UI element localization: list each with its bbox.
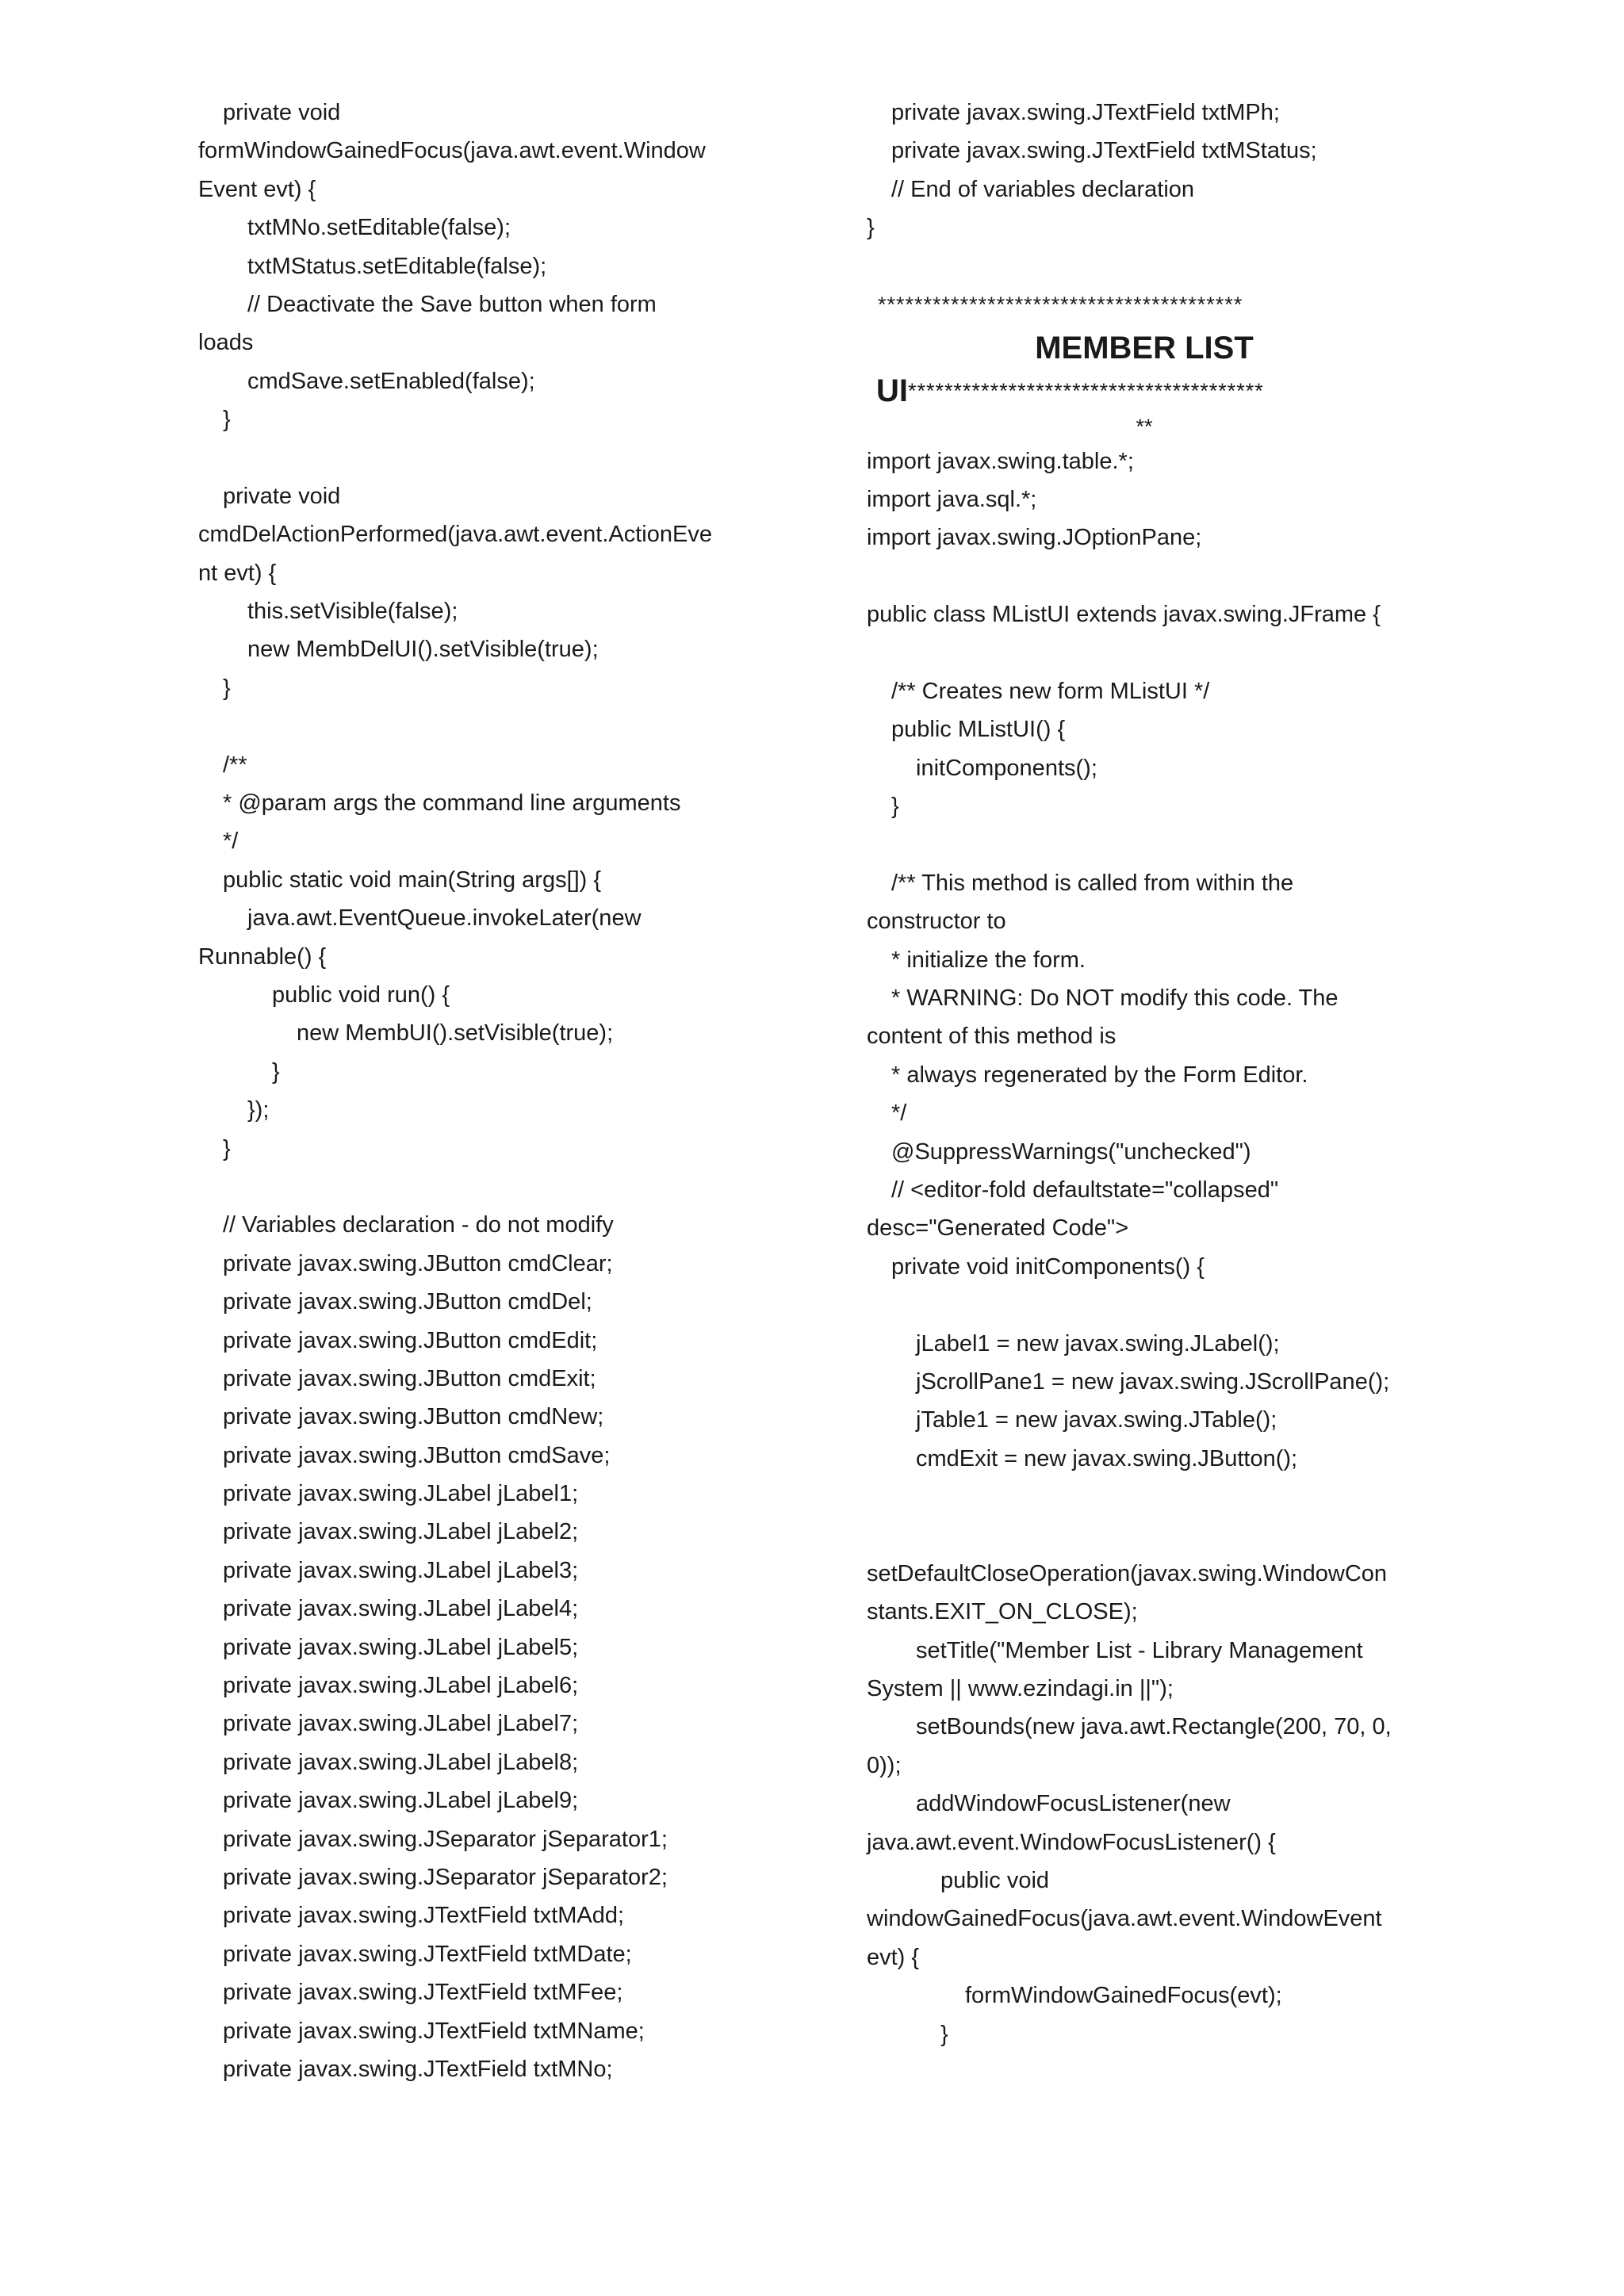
code-line: initComponents();	[916, 755, 1097, 781]
code-line: setTitle("Member List - Library Management	[916, 1637, 1363, 1663]
code-line: Runnable() {	[198, 943, 327, 970]
code-line: public class MListUI extends javax.swing.JFrame {	[867, 602, 1381, 628]
code-line: * always regenerated by the Form Editor.	[891, 1062, 1308, 1088]
code-line: setBounds(new java.awt.Rectangle(200, 70, 0,	[916, 1714, 1392, 1740]
code-line: /** This method is called from within the	[891, 870, 1294, 896]
code-line: }	[223, 1135, 231, 1161]
blank-line	[198, 707, 785, 745]
code-line: private javax.swing.JTextField txtMStatus;	[891, 138, 1317, 164]
code-line: windowGainedFocus(java.awt.event.WindowEvent	[867, 1906, 1382, 1932]
code-line: cmdDelActionPerformed(java.awt.event.ActionEve	[198, 522, 712, 548]
blank-line	[867, 825, 1454, 863]
code-line: */	[223, 828, 239, 855]
code-line: formWindowGainedFocus(evt);	[965, 1983, 1282, 2009]
code-line: private void initComponents() {	[891, 1253, 1205, 1280]
code-line: loads	[198, 330, 254, 356]
separator-stars-ui: ***************************************	[908, 378, 1264, 403]
code-line: private javax.swing.JLabel jLabel5;	[223, 1634, 579, 1660]
separator-stars: ****************************************	[878, 292, 1243, 316]
code-line: public void run() {	[272, 982, 450, 1008]
code-line: System || www.ezindagi.in ||");	[867, 1676, 1174, 1702]
code-block-mlist-ui	[867, 442, 1454, 2053]
code-line: constructor to	[867, 909, 1006, 935]
code-line: jTable1 = new javax.swing.JTable();	[916, 1407, 1277, 1433]
code-line: import javax.swing.JOptionPane;	[867, 525, 1202, 551]
right-code-column	[867, 94, 1454, 2053]
code-line: * initialize the form.	[891, 947, 1086, 973]
code-line: private javax.swing.JTextField txtMName;	[223, 2018, 645, 2044]
code-line: * WARNING: Do NOT modify this code. The	[891, 985, 1339, 1012]
code-line: stants.EXIT_ON_CLOSE);	[867, 1599, 1138, 1625]
code-line: private void	[223, 483, 341, 509]
code-line: }	[867, 215, 875, 241]
code-line: /** Creates new form MListUI */	[891, 678, 1210, 704]
code-line: Event evt) {	[198, 176, 316, 202]
code-line: // Deactivate the Save button when form	[247, 291, 657, 317]
code-line: private javax.swing.JButton cmdExit;	[223, 1365, 596, 1391]
code-line: java.awt.EventQueue.invokeLater(new	[247, 905, 642, 932]
code-line: }	[891, 794, 899, 820]
section-title-ui: UI	[876, 373, 908, 408]
code-line: private javax.swing.JLabel jLabel1;	[223, 1481, 579, 1507]
code-line: private javax.swing.JTextField txtMFee;	[223, 1980, 623, 2006]
code-line: });	[247, 1097, 270, 1123]
code-line: evt) {	[867, 1944, 920, 1970]
code-line: // End of variables declaration	[891, 176, 1195, 202]
code-line: */	[891, 1100, 907, 1127]
code-line: addWindowFocusListener(new	[916, 1791, 1231, 1817]
code-line: formWindowGainedFocus(java.awt.event.Window	[198, 138, 706, 164]
code-line: private javax.swing.JButton cmdDel;	[223, 1289, 592, 1315]
blank-line	[867, 557, 1454, 595]
code-line: private javax.swing.JButton cmdSave;	[223, 1442, 611, 1468]
code-line: private javax.swing.JTextField txtMDate;	[223, 1941, 632, 1967]
blank-line	[198, 1168, 785, 1206]
code-line: desc="Generated Code">	[867, 1215, 1129, 1242]
section-title: MEMBER LIST	[1035, 330, 1254, 365]
code-line: * @param args the command line arguments	[223, 790, 681, 817]
code-line: import java.sql.*;	[867, 486, 1037, 512]
code-line: cmdExit = new javax.swing.JButton();	[916, 1445, 1298, 1471]
code-line: }	[223, 675, 231, 701]
code-line: private javax.swing.JLabel jLabel3;	[223, 1557, 579, 1583]
code-line: private javax.swing.JTextField txtMAdd;	[223, 1903, 625, 1929]
code-line: private javax.swing.JButton cmdNew;	[223, 1404, 604, 1430]
code-line: private javax.swing.JButton cmdEdit;	[223, 1327, 598, 1353]
code-line: jScrollPane1 = new javax.swing.JScrollPane();	[916, 1368, 1390, 1395]
blank-line	[198, 439, 785, 477]
blank-line	[867, 634, 1454, 672]
code-line: jLabel1 = new javax.swing.JLabel();	[916, 1330, 1280, 1357]
code-line: private javax.swing.JLabel jLabel4;	[223, 1596, 579, 1622]
code-line: @SuppressWarnings("unchecked")	[891, 1138, 1251, 1165]
code-line: private javax.swing.JLabel jLabel7;	[223, 1711, 579, 1737]
code-line: }	[272, 1058, 280, 1085]
code-line: private javax.swing.JSeparator jSeparator1;	[223, 1826, 668, 1852]
code-line: new MembUI().setVisible(true);	[297, 1020, 614, 1047]
code-line: private javax.swing.JTextField txtMPh;	[891, 100, 1280, 125]
code-line: }	[223, 407, 231, 433]
blank-line	[867, 1478, 1454, 1516]
code-line: txtMNo.setEditable(false);	[247, 215, 511, 241]
code-line: this.setVisible(false);	[247, 599, 458, 625]
code-line: 0));	[867, 1752, 902, 1778]
code-line: private javax.swing.JSeparator jSeparator2;	[223, 1864, 668, 1890]
code-line: // Variables declaration - do not modify	[223, 1212, 614, 1238]
code-line: private javax.swing.JLabel jLabel8;	[223, 1749, 579, 1775]
code-line: }	[940, 2021, 948, 2047]
code-line: public void	[940, 1868, 1050, 1894]
code-line: txtMStatus.setEditable(false);	[247, 253, 547, 279]
separator-trailing-stars: **	[1136, 414, 1153, 438]
code-line: private javax.swing.JLabel jLabel2;	[223, 1519, 579, 1545]
code-line: setDefaultCloseOperation(javax.swing.WindowCon	[867, 1560, 1388, 1586]
section-title-ui-line	[867, 371, 1454, 411]
code-line: private javax.swing.JTextField txtMNo;	[223, 2056, 613, 2082]
code-block-member-ui-end	[867, 94, 1454, 247]
spacer	[867, 247, 1454, 285]
code-line: // <editor-fold defaultstate="collapsed"	[891, 1177, 1279, 1203]
code-line: new MembDelUI().setVisible(true);	[247, 637, 599, 663]
code-line: /**	[223, 752, 247, 778]
code-line: import javax.swing.table.*;	[867, 448, 1134, 474]
code-line: private javax.swing.JLabel jLabel6;	[223, 1673, 579, 1699]
code-line: private void	[223, 100, 341, 125]
left-code-column	[198, 94, 785, 2088]
blank-line	[867, 1517, 1454, 1555]
code-line: content of this method is	[867, 1024, 1116, 1050]
code-line: nt evt) {	[198, 560, 277, 586]
code-line: public MListUI() {	[891, 717, 1066, 743]
blank-line	[867, 1286, 1454, 1324]
code-line: private javax.swing.JButton cmdClear;	[223, 1250, 613, 1276]
code-line: cmdSave.setEnabled(false);	[247, 368, 535, 394]
code-line: public static void main(String args[]) {	[223, 867, 602, 893]
code-line: java.awt.event.WindowFocusListener() {	[867, 1829, 1276, 1855]
code-line: private javax.swing.JLabel jLabel9;	[223, 1788, 579, 1814]
